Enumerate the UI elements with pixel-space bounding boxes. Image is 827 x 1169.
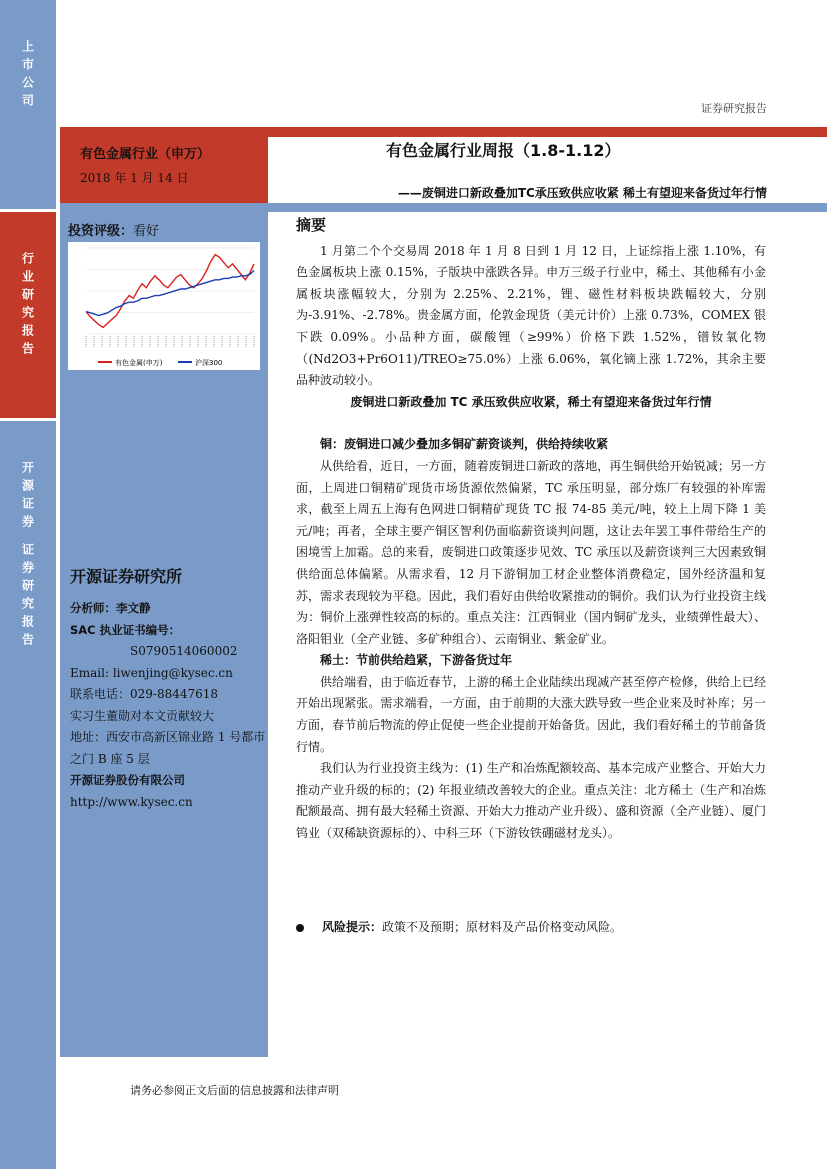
abstract-title: 摘要 xyxy=(296,216,327,234)
legend-label-0: 有色金属(申万) xyxy=(115,359,163,367)
rating-value: 看好 xyxy=(133,224,160,239)
copper-paragraph: 从供给看，近日，一方面，随着废铜进口新政的落地，再生铜供给开始锐减；另一方面，上周进口铜精矿现货市场货源依然偏紧，TC 承压明显，部分炼厂有较强的补库需求，截至上周五上海有色网进口铜精矿现货 TC 报 74-85 美元/吨，较上上周下降 1 美元/吨；再者，全球主要产铜区智利仍面临薪资谈判问题，这让去年罢工事件带给生产的困境雪上加霜。总的来看，废铜进口政策逐步见效、TC 承压以及薪资谈判三大因素致铜供给面总体偏紧。从需求看，12 月下游铜加工材企业整体消费稳定，国外经济温和复苏，需求表现较为平稳。因此，我们看好由供给收紧推动的铜价。我们认为行业投资主线为：铜价上涨弹性较高的标的。重点关注：江西铜业（国内铜矿龙头，业绩弹性最大）、洛阳钼业（全产业链、多矿种组合）、云南铜业、紫金矿业。 xyxy=(296,458,766,646)
industry-name: 有色金属行业（申万） xyxy=(80,147,211,162)
address: 地址：西安市高新区锦业路 1 号都市之门 B 座 5 层 xyxy=(70,730,266,766)
left-strip xyxy=(0,0,56,1169)
intern-credit: 实习生董勋对本文贡献较大 xyxy=(70,708,215,723)
report-type-label: 证券研究报告 xyxy=(701,102,767,115)
institute-name: 开源证券研究所 xyxy=(70,567,183,586)
chart-svg xyxy=(68,242,260,370)
abstract-paragraph: 1 月第二个个交易周 2018 年 1 月 8 日到 1 月 12 日，上证综指上涨 1.10%，有色金属板块上涨 0.15%，子版块中涨跌各异。申万三级子行业中，稀土、其他稀有小金属板块涨幅较大，分别为 2.25%、2.21%，锂、磁性材料板块跌幅较大，分别为-3.91%、-2.78%。贵金属方面，伦敦金现货（美元计价）上涨 0.73%，COMEX 银下跌 0.09%。小品种方面，碳酸锂（≥99%）价格下跌 1.52%，镨钕氧化物（(Nd2O3+Pr6O11)/TREO≥75.0%）上涨 6.06%，氧化镝上涨 1.72%，其余主要品种波动较小。 xyxy=(296,243,766,388)
risk-label: 风险提示： xyxy=(322,920,383,934)
headline: 废铜进口新政叠加 TC 承压致供应收紧，稀土有望迎来备货过年行情 xyxy=(350,394,712,409)
risk-text: 政策不及预期；原材料及产品价格变动风险。 xyxy=(382,920,623,934)
report-title: 有色金属行业周报（1.8-1.12） xyxy=(386,141,621,160)
legend-label-1: 沪深300 xyxy=(195,359,223,367)
bullet-icon xyxy=(296,924,304,932)
report-date: 2018 年 1 月 14 日 xyxy=(80,171,189,185)
company-name: 开源证券股份有限公司 xyxy=(70,773,185,787)
strip-listed-company: 上市公司 xyxy=(0,0,56,209)
phone: 联系电话：029-88447618 xyxy=(70,687,219,701)
sac-label: SAC 执业证书编号： xyxy=(70,622,181,637)
email[interactable]: Email: liwenjing@kysec.cn xyxy=(70,665,233,680)
risk-warning xyxy=(296,918,622,935)
header-industry-box xyxy=(60,137,268,203)
contact-block xyxy=(70,598,266,813)
sidebar xyxy=(60,212,268,1057)
analyst: 分析师：李文静 xyxy=(70,601,151,615)
strip-kysec-report: 开源证券 证券研究报告 xyxy=(0,421,56,1169)
header-red-rule xyxy=(60,127,827,137)
sac-number: S0790514060002 xyxy=(130,644,238,658)
strip-industry-report: 行业研究报告 xyxy=(0,212,56,418)
rating-label: 投资评级： xyxy=(68,224,134,239)
main-content xyxy=(296,215,766,845)
copper-title: 铜：废铜进口减少叠加多铜矿薪资谈判，供给持续收紧 xyxy=(320,437,609,452)
rare-earth-paragraph-1: 供给端看，由于临近春节，上游的稀土企业陆续出现减产甚至停产检修，供给上已经开始出现紧张。需求端看，一方面，由于前期的大涨大跌导致一些企业来及时补库；另一方面，春节前后物流的停止促使一些企业提前开始备货。因此，我们看好稀土的节前备货行情。 xyxy=(296,674,766,754)
rare-earth-title: 稀土：节前供给趋紧，下游备货过年 xyxy=(320,653,513,668)
company-url[interactable]: http://www.kysec.cn xyxy=(70,794,193,809)
performance-chart xyxy=(68,242,260,370)
disclaimer-footer: 请务必参阅正文后面的信息披露和法律声明 xyxy=(130,1084,339,1097)
investment-rating xyxy=(68,220,159,239)
series-line-1 xyxy=(86,271,254,316)
rare-earth-paragraph-2: 我们认为行业投资主线为：(1) 生产和冶炼配额较高、基本完成产业整合、开始大力推动产业升级的标的；(2) 年报业绩改善较大的企业。重点关注：北方稀土（生产和冶炼配额最高、拥有最大轻稀土资源、开始大力推动产业升级）、盛和资源（全产业链）、厦门钨业（双稀缺资源标的）、中科三环（下游钕铁硼磁材龙头）。 xyxy=(296,761,766,841)
header-blue-rule xyxy=(60,203,827,212)
report-subtitle: ——废铜进口新政叠加TC承压致供应收紧 稀土有望迎来备货过年行情 xyxy=(397,186,767,200)
